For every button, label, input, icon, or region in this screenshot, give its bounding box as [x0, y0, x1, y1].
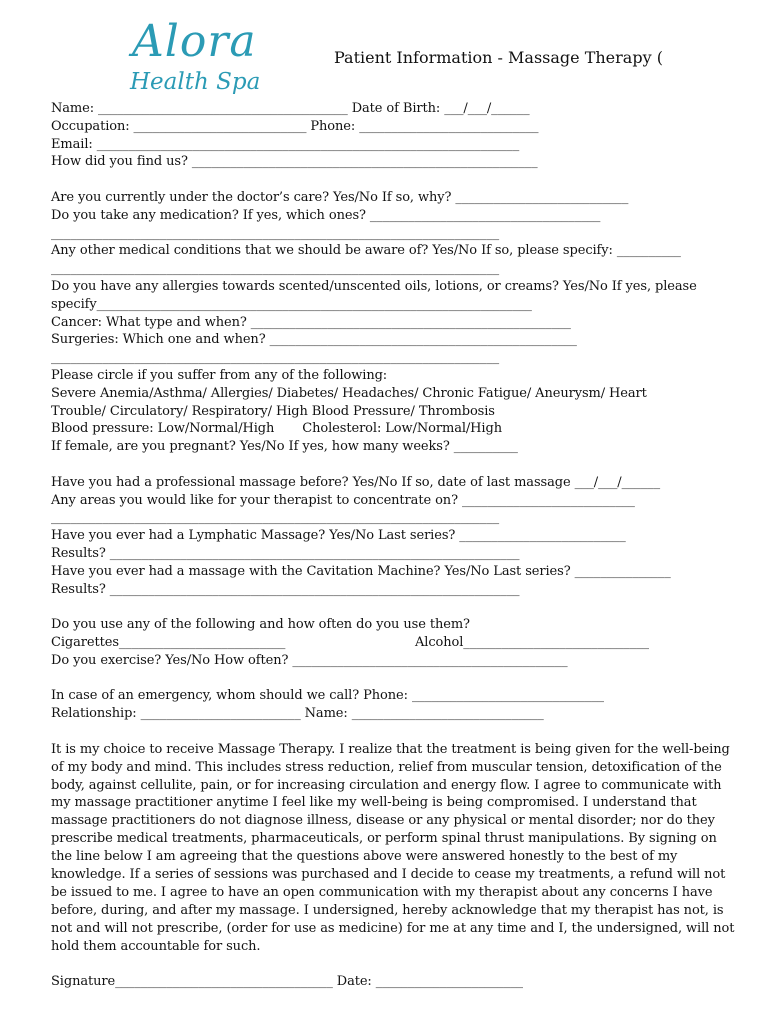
allergies-field[interactable]: specify____________________________________________________________________: [51, 296, 532, 312]
blood-pressure-cholesterol-row: [51, 420, 741, 438]
cavitation-field[interactable]: Have you ever had a massage with the Cavitation Machine? Yes/No Last series? _______________: [51, 563, 671, 579]
emergency-contact-field[interactable]: In case of an emergency, whom should we call? Phone: ______________________________: [51, 688, 604, 704]
doctor-care-field[interactable]: Are you currently under the doctor’s care? Yes/No If so, why? ___________________________: [51, 189, 629, 205]
alcohol-field[interactable]: Alcohol_____________________________: [415, 634, 649, 650]
name-dob-field[interactable]: Name: _______________________________________ Date of Birth: ___/___/______: [51, 101, 530, 116]
signature-date-field[interactable]: Signature__________________________________ Date: _______________________: [51, 974, 523, 990]
cholesterol-options[interactable]: Cholesterol: Low/Normal/High: [302, 421, 502, 437]
form-body: [51, 100, 741, 991]
logo-subtitle: Health Spa: [130, 69, 261, 95]
focus-areas-field[interactable]: Any areas you would like for your therapist to concentrate on? ___________________________: [51, 492, 635, 508]
focus-areas-field-cont[interactable]: ______________________________________________________________________: [51, 510, 500, 526]
habits-question: Do you use any of the following and how often do you use them?: [51, 617, 470, 633]
conditions-field-cont[interactable]: ______________________________________________________________________: [51, 261, 500, 277]
spacer: [51, 171, 741, 189]
cancer-field[interactable]: Cancer: What type and when? __________________________________________________: [51, 314, 571, 330]
pregnancy-field[interactable]: If female, are you pregnant? Yes/No If yes, how many weeks? __________: [51, 439, 518, 455]
lymphatic-massage-field[interactable]: Have you ever had a Lymphatic Massage? Yes/No Last series? __________________________: [51, 528, 626, 544]
spacer: [51, 723, 741, 741]
medication-field-cont[interactable]: ______________________________________________________________________: [51, 225, 500, 241]
prior-massage-field[interactable]: Have you had a professional massage before? Yes/No If so, date of last massage ___/___/______: [51, 474, 660, 490]
cavitation-results-field[interactable]: Results? ________________________________________________________________: [51, 581, 520, 597]
lymphatic-results-field[interactable]: Results? ________________________________________________________________: [51, 545, 520, 561]
email-field[interactable]: Email: __________________________________________________________________: [51, 136, 520, 152]
surgeries-field-cont[interactable]: ______________________________________________________________________: [51, 350, 500, 366]
conditions-field[interactable]: Any other medical conditions that we should be aware of? Yes/No If so, please specify: __________: [51, 243, 681, 259]
medication-field[interactable]: Do you take any medication? If yes, which ones? ____________________________________: [51, 207, 601, 223]
consent-statement: It is my choice to receive Massage Therapy. I realize that the treatment is being given for the well-being of my body and mind. This includes stress reduction, relief from muscular tension, detoxification of the body, against cellulite, pain, or for increasing circulation and energy flow. I agree to communicate with my massage practitioner anytime I feel like my well-being is being compromised. I understand that massage practitioners do not diagnose illness, disease or any physical or mental disorder; nor do they prescribe medical treatments, pharmaceuticals, or perform spinal thrust manipulations. By signing on the line below I am agreeing that the questions above were answered honestly to the best of my knowledge. If a series of sessions was purchased and I decide to cease my treatments, a refund will not be issued to me. I agree to have an open communication with my therapist about any concerns I have before, during, and after my massage. I undersigned, hereby acknowledge that my therapist has not, is not and will not prescribe, (order for use as medicine) for me at any time and I, the undersigned, will not hold them accountable for such.: [51, 741, 735, 954]
occupation-phone-field[interactable]: Occupation: ___________________________ Phone: ____________________________: [51, 118, 539, 134]
cigarettes-field[interactable]: Cigarettes__________________________: [51, 634, 286, 650]
conditions-list[interactable]: Severe Anemia/Asthma/ Allergies/ Diabetes/ Headaches/ Chronic Fatigue/ Aneurysm/ Heart: [51, 385, 647, 401]
spacer: [51, 956, 741, 974]
spacer: [51, 598, 741, 616]
habits-row: [51, 634, 741, 652]
spacer: [51, 670, 741, 688]
conditions-list-cont[interactable]: Trouble/ Circulatory/ Respiratory/ High Blood Pressure/ Thrombosis: [51, 403, 495, 419]
exercise-field[interactable]: Do you exercise? Yes/No How often? ___________________________________________: [51, 652, 568, 668]
surgeries-field[interactable]: Surgeries: Which one and when? ________________________________________________: [51, 332, 577, 348]
spa-logo: [128, 14, 261, 100]
referral-field[interactable]: How did you find us? ______________________________________________________: [51, 154, 538, 170]
spacer: [51, 456, 741, 474]
allergies-question: Do you have any allergies towards scented/unscented oils, lotions, or creams? Yes/No If yes, please: [51, 278, 697, 294]
relationship-name-field[interactable]: Relationship: _________________________ Name: ______________________________: [51, 706, 544, 722]
conditions-instructions: Please circle if you suffer from any of the following:: [51, 367, 388, 383]
page-title: Patient Information - Massage Therapy (: [334, 48, 663, 67]
blood-pressure-options[interactable]: Blood pressure: Low/Normal/High: [51, 421, 275, 437]
logo-wordmark: Alora: [132, 16, 257, 67]
